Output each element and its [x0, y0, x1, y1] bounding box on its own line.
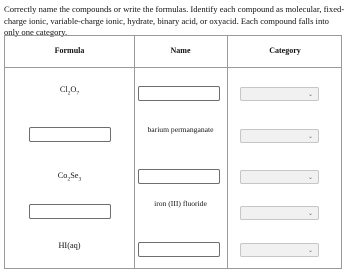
category-select[interactable] [240, 87, 319, 101]
name-text: iron (III) fluoride [154, 199, 207, 208]
category-select[interactable] [240, 206, 319, 220]
formula-input[interactable] [29, 127, 111, 142]
chevron-down-icon: ⌄ [307, 210, 313, 217]
formula-input[interactable] [29, 204, 111, 219]
compound-table [4, 35, 342, 269]
header-name: Name [170, 46, 191, 55]
name-input[interactable] [138, 169, 220, 184]
formula-text: $Cl_2O_7$ [59, 85, 80, 97]
column-divider [227, 36, 228, 268]
chevron-down-icon: ⌄ [307, 133, 313, 140]
category-select[interactable] [240, 243, 319, 257]
chevron-down-icon: ⌄ [307, 91, 313, 98]
name-text: barium permanganate [147, 125, 214, 134]
chevron-down-icon: ⌄ [307, 174, 313, 181]
formula-text: HI(aq) [58, 241, 81, 250]
header-formula: Formula [54, 46, 85, 55]
category-select[interactable] [240, 170, 319, 184]
header-category: Category [269, 46, 301, 55]
chevron-down-icon: ⌄ [307, 247, 313, 254]
name-input[interactable] [138, 86, 220, 101]
column-divider [134, 36, 135, 268]
instructions-text: Correctly name the compounds or write the formulas. Identify each compound as molecular, fixed-charge ionic, variable-charge ionic, hydrate, binary acid, or oxyacid. Each compound falls into only one category. [4, 4, 345, 37]
header-divider [5, 67, 341, 68]
category-select[interactable] [240, 129, 319, 143]
formula-text: $Co_2Se_3$ [57, 171, 82, 183]
name-input[interactable] [138, 242, 220, 257]
